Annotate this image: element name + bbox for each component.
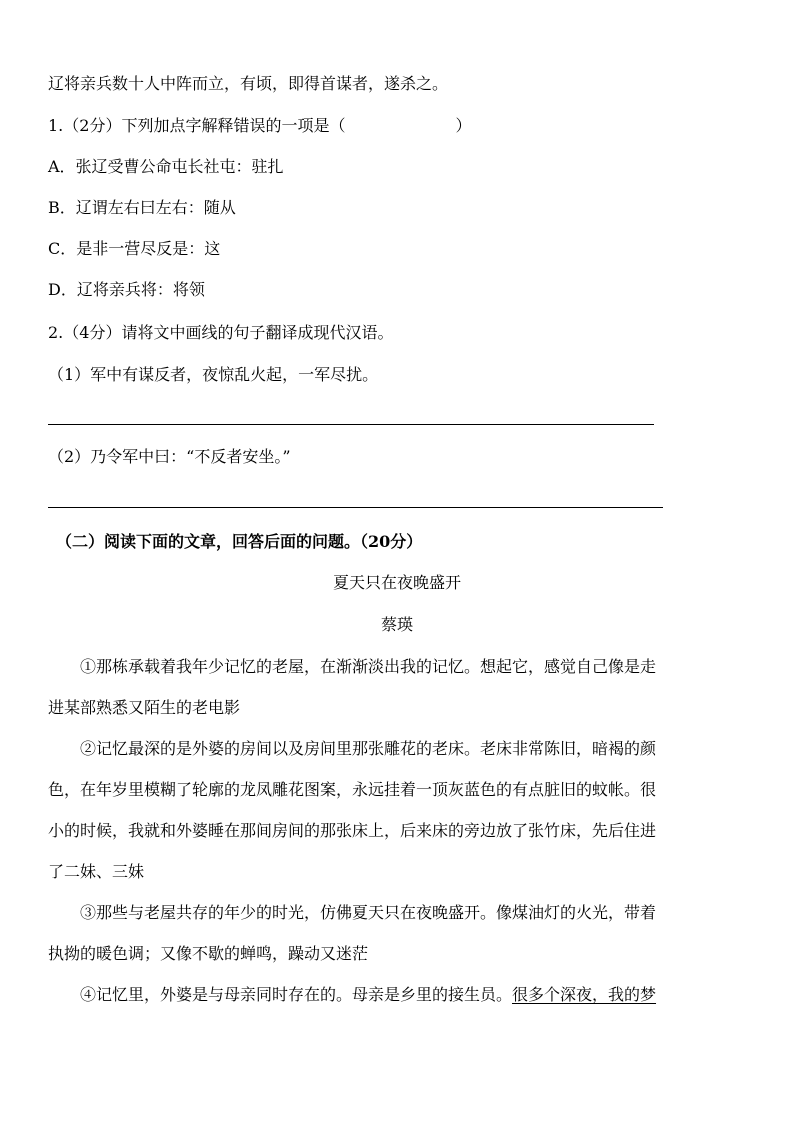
paragraph-1-line-1: ①那栋承载着我年少记忆的老屋，在渐渐淡出我的记忆。想起它，感觉自己像是走 — [80, 657, 657, 676]
paragraph-1-line-2: 进某部熟悉又陌生的老电影 — [48, 698, 241, 717]
option-b: B．辽谓左右曰左右：随从 — [48, 198, 236, 217]
article-title: 夏天只在夜晚盛开 — [332, 573, 461, 592]
paragraph-4-line-1 — [48, 974, 756, 1015]
option-d: D．辽将亲兵将：将领 — [48, 280, 205, 299]
paragraph-2 — [48, 728, 756, 892]
question-1-stem-text: 1.（2分）下列加点字解释错误的一项是（ — [48, 116, 346, 135]
answer-line-1 — [48, 424, 654, 425]
question-1-stem-close: ） — [455, 116, 472, 135]
passage-tail: 辽将亲兵数十人中阵而立，有顷，即得首谋者，遂杀之。 — [48, 74, 449, 93]
article-author: 蔡瑛 — [380, 615, 413, 634]
paragraph-1 — [48, 646, 756, 728]
paragraph-4-text: ④记忆里，外婆是与母亲同时存在的。母亲是乡里的接生员。 — [80, 985, 513, 1004]
paragraph-2-line-3: 小的时候，我就和外婆睡在那间房间的那张床上，后来床的旁边放了张竹床，先后住进 — [48, 821, 657, 840]
paragraph-3-line-1: ③那些与老屋共存的年少的时光，仿佛夏天只在夜晚盛开。像煤油灯的火光，带着 — [80, 903, 657, 922]
underlined-sentence: 很多个深夜，我的梦 — [512, 985, 657, 1004]
paragraph-2-line-1: ②记忆最深的是外婆的房间以及房间里那张雕花的老床。老床非常陈旧，暗褐的颜 — [80, 739, 657, 758]
option-c: C．是非一营尽反是：这 — [48, 239, 221, 258]
section-2-heading: （二）阅读下面的文章，回答后面的问题。（20分） — [56, 532, 423, 551]
paragraph-3 — [48, 892, 756, 974]
answer-line-2 — [48, 507, 663, 508]
question-2-sentence-1: （1）军中有谋反者，夜惊乱火起，一军尽扰。 — [48, 365, 379, 384]
paragraph-2-line-4: 了二妹、三妹 — [48, 862, 145, 881]
paragraph-2-line-2: 色，在年岁里模糊了轮廓的龙凤雕花图案，永远挂着一顶灰蓝色的有点脏旧的蚊帐。很 — [48, 780, 657, 799]
paragraph-3-line-2: 执拗的暖色调；又像不歇的蝉鸣，躁动又迷茫 — [48, 944, 369, 963]
question-2-sentence-2: （2）乃令军中曰：“不反者安坐。” — [48, 447, 291, 466]
question-2-stem: 2.（4分）请将文中画线的句子翻译成现代汉语。 — [48, 323, 394, 342]
question-1-stem — [48, 116, 471, 136]
option-a: A．张辽受曹公命屯长社屯：驻扎 — [48, 157, 284, 176]
paragraph-4 — [48, 974, 756, 1015]
